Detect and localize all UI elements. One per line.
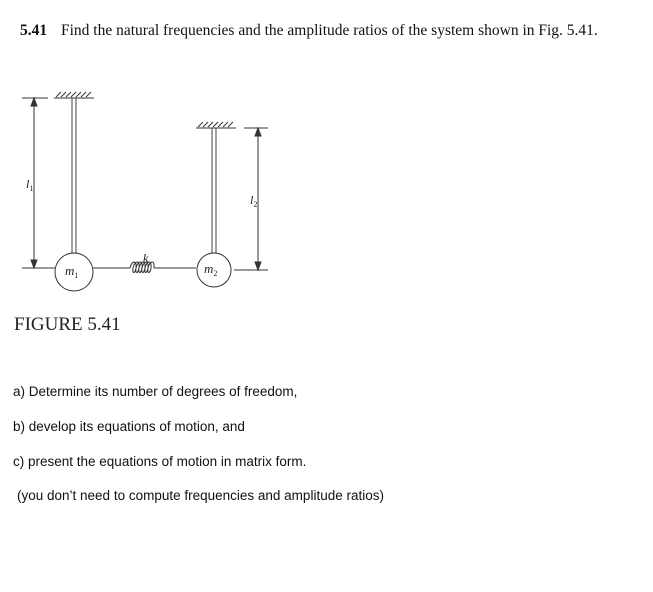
figure-caption: FIGURE 5.41 — [14, 314, 121, 335]
mass1 — [55, 253, 93, 291]
right-ceiling-support — [196, 122, 236, 128]
length1-label: $l_1$ — [26, 177, 34, 193]
svg-text:m2: $m_2$ — [204, 261, 218, 278]
left-pendulum-rod — [72, 98, 76, 262]
problem-statement — [20, 22, 598, 40]
svg-text:m1: $m_1$ — [65, 263, 79, 280]
task-a: a) Determine its number of degrees of freedom, — [13, 384, 298, 399]
spring-label: k — [143, 251, 149, 265]
mass2 — [197, 253, 231, 287]
pendulum-diagram — [0, 80, 300, 300]
pendulum-figure — [0, 80, 300, 300]
task-c: c) present the equations of motion in matrix form. — [13, 454, 307, 469]
right-pendulum-rod — [212, 128, 216, 262]
problem-number: 5.41 — [20, 22, 48, 39]
task-note: (you don’t need to compute frequencies and amplitude ratios) — [17, 488, 384, 503]
length2-label: $l_2$ — [250, 193, 258, 209]
task-b: b) develop its equations of motion, and — [13, 419, 245, 434]
left-ceiling-support — [54, 92, 94, 98]
problem-text: Find the natural frequencies and the amplitude ratios of the system shown in Fig. 5.41. — [61, 22, 598, 39]
